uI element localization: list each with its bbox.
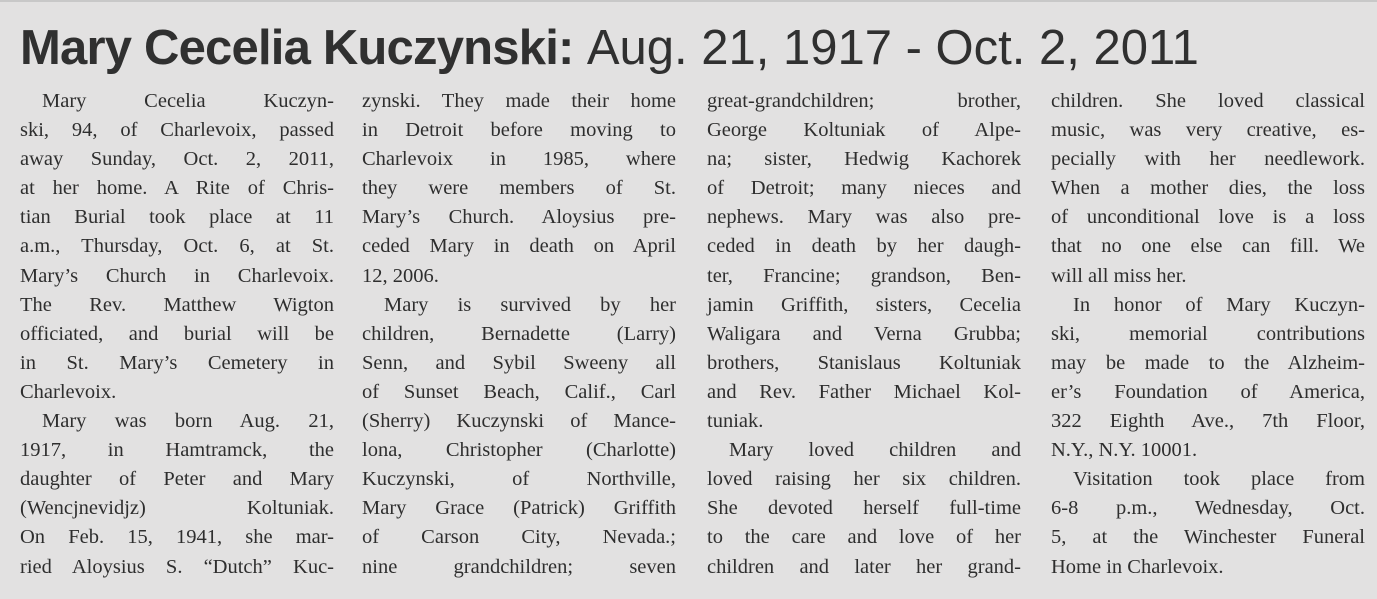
text-line: Mary Grace (Patrick) Griffith [362, 497, 676, 520]
text-line: and Rev. Father Michael Kol- [707, 380, 1021, 403]
text-column-2 [362, 87, 676, 582]
text-line: great-grandchildren; brother, [707, 90, 1021, 112]
text-line: She devoted herself full-time [707, 497, 1021, 520]
text-line: er’s Foundation of America, [1051, 380, 1365, 403]
text-line: na; sister, Hedwig Kachorek [707, 148, 1021, 171]
text-line: children, Bernadette (Larry) [362, 322, 676, 345]
text-line: Mary loved children and [729, 439, 1021, 462]
text-line: brothers, Stanislaus Koltuniak [707, 351, 1021, 374]
text-line: that no one else can fill. We [1051, 235, 1365, 258]
text-line: Mary was born Aug. 21, [42, 410, 334, 433]
text-line: Charlevoix. [20, 380, 117, 403]
text-line: may be made to the Alzheim- [1051, 351, 1365, 374]
text-line: officiated, and burial will be [20, 322, 334, 345]
text-line: in Detroit before moving to [362, 119, 676, 142]
text-line: Mary Cecelia Kuczyn- [42, 90, 334, 112]
text-line: 1917, in Hamtramck, the [20, 439, 334, 462]
text-line: Home in Charlevoix. [1051, 555, 1224, 578]
text-line: tian Burial took place at 11 [20, 206, 334, 229]
text-line: 5, at the Winchester Funeral [1051, 526, 1365, 549]
top-rule [0, 0, 1377, 2]
text-line: George Koltuniak of Alpe- [707, 119, 1021, 142]
text-line: jamin Griffith, sisters, Cecelia [707, 293, 1021, 316]
text-line: children. She loved classical [1051, 90, 1365, 112]
text-line: Charlevoix in 1985, where [362, 148, 676, 171]
text-line: a.m., Thursday, Oct. 6, at St. [20, 235, 334, 258]
text-line: zynski. They made their home [362, 90, 676, 112]
text-line: When a mother dies, the loss [1051, 177, 1365, 200]
text-line: loved raising her six children. [707, 468, 1021, 491]
text-line: music, was very creative, es- [1051, 119, 1365, 142]
text-line: of Sunset Beach, Calif., Carl [362, 380, 676, 403]
text-line: ski, 94, of Charlevoix, passed [20, 119, 334, 142]
text-line: pecially with her needlework. [1051, 148, 1365, 171]
text-line: On Feb. 15, 1941, she mar- [20, 526, 334, 549]
text-line: (Wencjnevidjz) Koltuniak. [20, 497, 334, 520]
text-line: 322 Eighth Ave., 7th Floor, [1051, 410, 1365, 433]
text-column-1 [20, 87, 334, 582]
text-line: away Sunday, Oct. 2, 2011, [20, 148, 334, 171]
text-line: Mary’s Church in Charlevoix. [20, 264, 334, 287]
text-line: ter, Francine; grandson, Ben- [707, 264, 1021, 287]
headline-name: Mary Cecelia Kuczynski: [20, 21, 574, 75]
text-line: daughter of Peter and Mary [20, 468, 334, 491]
text-line: Senn, and Sybil Sweeny all [362, 351, 676, 374]
text-line: 12, 2006. [362, 264, 439, 287]
text-line: lona, Christopher (Charlotte) [362, 439, 676, 462]
text-line: ried Aloysius S. “Dutch” Kuc- [20, 555, 334, 578]
text-line: ceded Mary in death on April [362, 235, 676, 258]
text-line: ceded in death by her daugh- [707, 235, 1021, 258]
text-line: ski, memorial contributions [1051, 322, 1365, 345]
text-column-3 [707, 87, 1021, 582]
text-line: Mary is survived by her [384, 293, 676, 316]
text-line: in St. Mary’s Cemetery in [20, 351, 334, 374]
text-line: The Rev. Matthew Wigton [20, 293, 334, 316]
text-line: Mary’s Church. Aloysius pre- [362, 206, 676, 229]
text-line: 6-8 p.m., Wednesday, Oct. [1051, 497, 1365, 520]
text-line: nephews. Mary was also pre- [707, 206, 1021, 229]
text-line: N.Y., N.Y. 10001. [1051, 439, 1198, 462]
text-line: tuniak. [707, 410, 764, 433]
obituary-headline [20, 12, 1365, 84]
text-line: of Carson City, Nevada.; [362, 526, 676, 549]
text-line: children and later her grand- [707, 555, 1021, 578]
text-line: at her home. A Rite of Chris- [20, 177, 334, 200]
text-line: they were members of St. [362, 177, 676, 200]
text-line: (Sherry) Kuczynski of Mance- [362, 410, 676, 433]
text-line: In honor of Mary Kuczyn- [1073, 293, 1365, 316]
text-line: to the care and love of her [707, 526, 1021, 549]
text-line: Waligara and Verna Grubba; [707, 322, 1021, 345]
text-line: nine grandchildren; seven [362, 555, 676, 578]
text-line: of Detroit; many nieces and [707, 177, 1021, 200]
text-column-4 [1051, 87, 1365, 582]
text-line: of unconditional love is a loss [1051, 206, 1365, 229]
headline-dates: Aug. 21, 1917 - Oct. 2, 2011 [586, 21, 1199, 75]
text-line: will all miss her. [1051, 264, 1187, 287]
text-line: Visitation took place from [1073, 468, 1365, 491]
text-line: Kuczynski, of Northville, [362, 468, 676, 491]
